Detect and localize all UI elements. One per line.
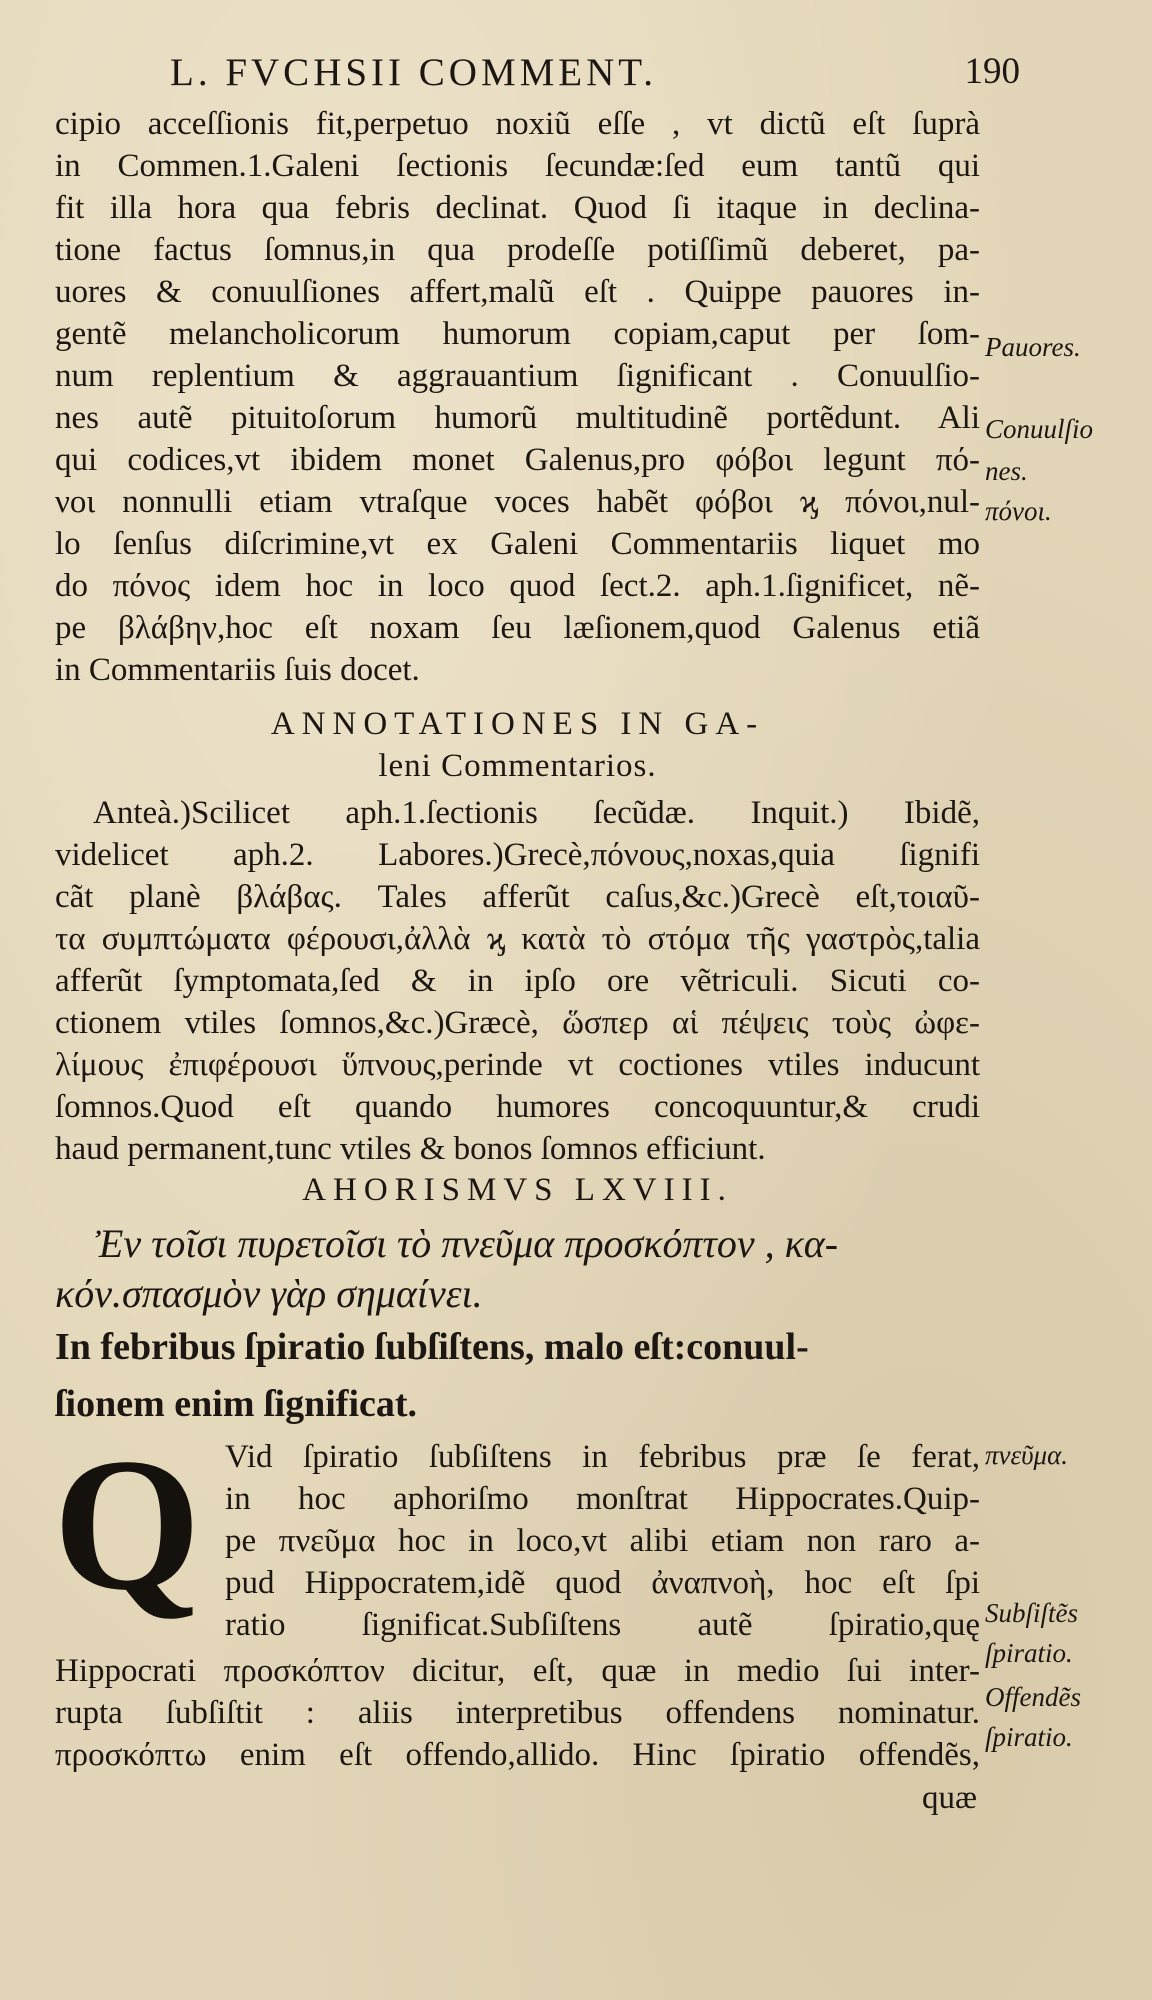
text-line: num replentium & aggrauantium ſignificant . Conuulſio-: [55, 358, 980, 394]
margin-note-ponoi: πόνοι.: [985, 496, 1052, 526]
text-line: nes autẽ pituitoſorum humorũ multitudinẽ portẽdunt. Ali: [55, 400, 980, 436]
text-line: in Commentariis ſuis docet.: [55, 652, 420, 688]
margin-note-pauores: Pauores.: [985, 332, 1081, 362]
text-line: pud Hippocratem,idẽ quod ἀναπνοὴ, hoc eſt ſpi: [225, 1565, 980, 1601]
margin-note-offendens-cont: ſpiratio.: [985, 1722, 1073, 1752]
text-line: προσκόπτω enim eſt offendo,allido. Hinc ſpiratio offendẽs,: [55, 1737, 980, 1773]
commentary-dropcap-block: [225, 1436, 980, 1646]
page-number: 190: [964, 51, 1020, 92]
text-line: qui codices,vt ibidem monet Galenus,pro φόβοι legunt πό-: [55, 442, 980, 478]
decorated-initial: Q: [53, 1420, 201, 1630]
greek-aphorism-line: κόν.σπασμὸν γὰρ σημαίνει.: [55, 1271, 483, 1316]
catchword: quæ: [921, 1780, 977, 1816]
text-line: ſomnos.Quod eſt quando humores concoquuntur,& crudi: [55, 1089, 980, 1125]
page-header: [170, 50, 1020, 100]
text-line: uores & conuulſiones affert,malũ eſt . Quippe pauores in-: [55, 274, 980, 310]
text-line: in hoc aphoriſmo monſtrat Hippocrates.Quip-: [225, 1481, 980, 1517]
margin-note-conuulsiones-cont: nes.: [985, 456, 1028, 486]
text-line: νοι nonnulli etiam vtraſque voces habẽt φόβοι ϗ πόνοι,nul-: [55, 484, 980, 520]
commentary-continuation: [55, 1650, 980, 1776]
margin-note-conuulsiones: Conuulſio: [985, 414, 1094, 444]
margin-note-pneuma: πνεῦμα.: [985, 1440, 1069, 1470]
text-line: λίμους ἐπιφέρουσι ὕπνους,perinde vt coctiones vtiles inducunt: [55, 1047, 980, 1083]
text-line: rupta ſubſiſtit : aliis interpretibus offendens nominatur.: [55, 1695, 980, 1731]
latin-aphorism-line: ſionem enim ſignificat.: [55, 1383, 418, 1425]
text-line: pe βλάβην,hoc eſt noxam ſeu læſionem,quod Galenus etiã: [55, 610, 980, 646]
text-line: do πόνος idem hoc in loco quod ſect.2. aph.1.ſignificet, nẽ-: [55, 568, 980, 604]
margin-note-subsistens-cont: ſpiratio.: [985, 1638, 1073, 1668]
annotations-heading: ANNOTATIONES IN GA-: [270, 706, 765, 742]
aphorism-heading: AHORISMVS LXVIII.: [302, 1172, 733, 1208]
text-line: fit illa hora qua febris declinat. Quod ſi itaque in declina-: [55, 190, 980, 226]
text-line: lo ſenſus diſcrimine,vt ex Galeni Commentariis liquet mo: [55, 526, 980, 562]
greek-aphorism-line: Ἐν τοῖσι πυρετοῖσι τὸ πνεῦμα προσκόπτον , κα-: [95, 1221, 839, 1266]
annotations-subheading: leni Commentarios.: [378, 748, 657, 784]
text-line: in Commen.1.Galeni ſectionis ſecundæ:ſed eum tantũ qui: [55, 148, 980, 184]
latin-aphorism-line: In febribus ſpiratio ſubſiſtens, malo eſt:conuul-: [55, 1326, 809, 1368]
text-line: τα συμπτώματα φέρουσι,ἀλλὰ ϗ κατὰ τὸ στόμα τῆς γαστρὸς,talia: [55, 921, 980, 957]
text-line: cipio acceſſionis fit,perpetuo noxiũ eſſe , vt dictũ eſt ſuprà: [55, 106, 980, 142]
text-line: cãt planè βλάβας. Tales afferũt caſus,&c.)Grecè eſt,τοιαῦ-: [55, 879, 980, 915]
text-line: Vid ſpiratio ſubſiſtens in febribus præ ſe ferat,: [225, 1439, 980, 1475]
text-line: Anteà.)Scilicet aph.1.ſectionis ſecũdæ. Inquit.) Ibidẽ,: [93, 795, 980, 831]
annotations-paragraph: [55, 792, 980, 1170]
commentary-paragraph: [55, 103, 980, 691]
text-line: ratio ſignificat.Subſiſtens autẽ ſpiratio,quę: [225, 1607, 980, 1643]
running-title: L. FVCHSII COMMENT.: [170, 51, 657, 94]
text-line: videlicet aph.2. Labores.)Grecè,πόνους,noxas,quia ſignifi: [55, 837, 980, 873]
text-line: tione factus ſomnus,in qua prodeſſe potiſſimũ deberet, pa-: [55, 232, 980, 268]
text-line: Hippocrati προσκόπτον dicitur, eſt, quæ in medio ſui inter-: [55, 1653, 980, 1689]
text-line: haud permanent,tunc vtiles & bonos ſomnos efficiunt.: [55, 1131, 766, 1167]
margin-note-offendens: Offendẽs: [985, 1682, 1081, 1712]
text-line: afferũt ſymptomata,ſed & in ipſo ore vẽtriculi. Sicuti co-: [55, 963, 980, 999]
text-line: ctionem vtiles ſomnos,&c.)Græcè, ὥσπερ αἱ πέψεις τοὺς ὠφε-: [55, 1005, 980, 1041]
text-line: gentẽ melancholicorum humorum copiam,caput per ſom-: [55, 316, 980, 352]
margin-note-subsistens: Subſiſtẽs: [985, 1598, 1078, 1628]
text-line: pe πνεῦμα hoc in loco,vt alibi etiam non raro a-: [225, 1523, 980, 1559]
